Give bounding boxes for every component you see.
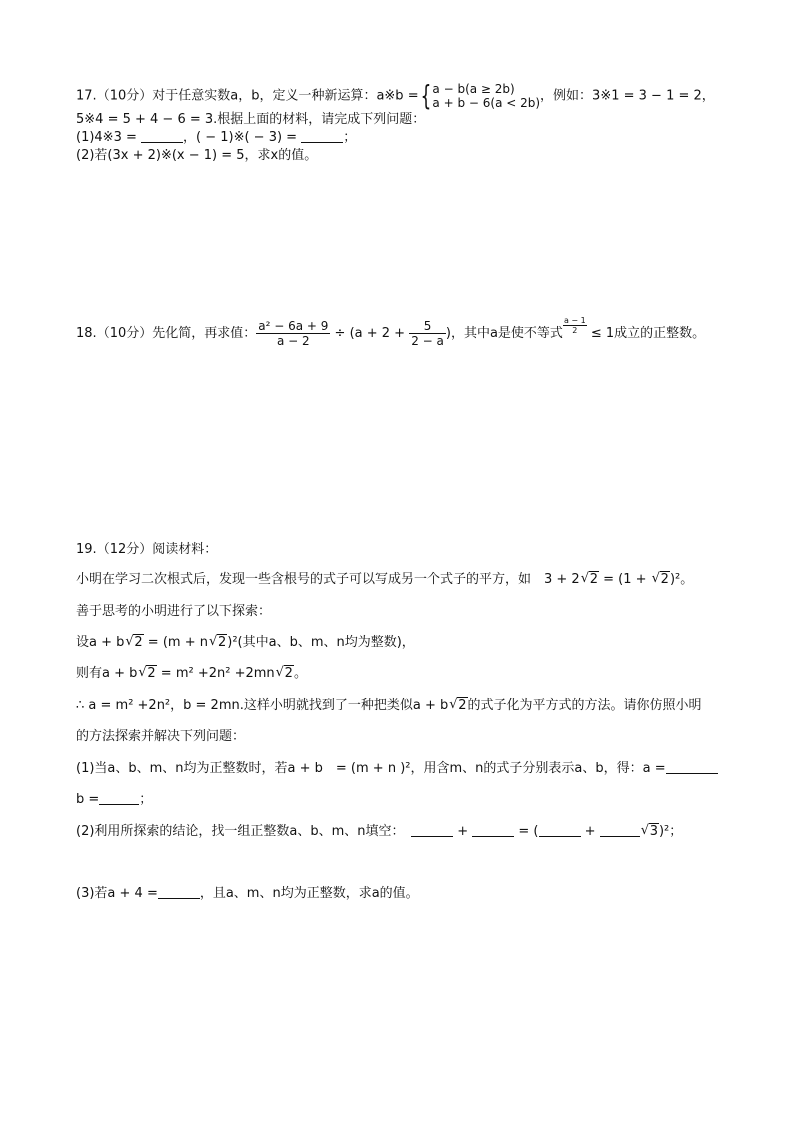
q17-cases — [432, 82, 540, 110]
q18-fraction1-num: a² − 6a + 9 — [258, 319, 329, 333]
sqrt-2-value: 2 — [660, 572, 669, 587]
q18-line — [76, 316, 705, 348]
q19-part2-a: (2)利用所探索的结论，找一组正整数a、b、m、n填空： — [76, 824, 399, 839]
q19-part1-b-line — [76, 792, 152, 808]
q17-line1 — [76, 79, 715, 112]
q17-part1 — [76, 130, 356, 146]
q17-intro: 对于任意实数a，b，定义一种新运算：a※b = — [152, 88, 419, 104]
q19-line3-a: 设a + b — [76, 635, 125, 650]
sqrt-2-symbol — [449, 698, 467, 714]
sqrt-2-symbol — [652, 572, 670, 588]
q19-part2-plus2: + — [584, 824, 596, 839]
q17-line2: 5※4 = 5 + 4 − 6 = 3.根据上面的材料，请完成下列问题： — [76, 112, 426, 127]
q19-line1-b: = (1 + — [598, 572, 647, 587]
sqrt-2-value: 2 — [147, 666, 156, 681]
q18-text2: ÷ (a + 2 + — [334, 326, 406, 341]
q19-title: 阅读材料： — [152, 542, 218, 557]
q19-score: （12分） — [96, 542, 153, 557]
q19-part1-b: b = — [76, 792, 100, 807]
sqrt-3-value: 3 — [649, 824, 658, 839]
q17-case2: a + b − 6(a < 2b) — [432, 96, 541, 110]
sqrt-2-symbol — [581, 572, 599, 588]
sqrt-2-symbol — [209, 635, 227, 651]
sqrt-2-symbol — [125, 635, 143, 651]
q19-line1-c: )²。 — [669, 572, 694, 587]
q19-part1-c: ； — [139, 792, 153, 807]
q19-line2: 善于思考的小明进行了以下探索： — [76, 604, 272, 619]
q19-line5 — [76, 698, 702, 714]
q18-fraction3 — [563, 316, 587, 335]
q18-text3: )，其中a是使不等式 — [445, 326, 563, 341]
sqrt-3-symbol — [641, 824, 659, 840]
q19-line4-b: = m² +2n² +2mn — [156, 666, 275, 681]
q17-part1-a: (1)4※3 = — [76, 130, 137, 145]
q19-blank-g[interactable] — [158, 886, 200, 899]
q19-blank-a[interactable] — [666, 761, 718, 774]
q18-fraction1-den: a − 2 — [276, 334, 310, 348]
q19-line4 — [76, 666, 307, 682]
q18-text1: 先化简，再求值： — [152, 326, 257, 341]
sqrt-2-value: 2 — [458, 698, 467, 713]
q19-part1 — [76, 761, 718, 777]
q18-text4: ≤ 1成立的正整数。 — [590, 326, 706, 341]
q17-blank2[interactable] — [301, 130, 343, 143]
q17-number: 17. — [76, 88, 97, 104]
q19-line3-b: = (m + n — [143, 635, 208, 650]
q19-line1-a: 小明在学习二次根式后，发现一些含根号的式子可以写成另一个式子的平方，如 3 + 2 — [76, 572, 580, 587]
q19-part2-end: )²； — [658, 824, 683, 839]
q18-fraction2-num: 5 — [409, 319, 446, 334]
q17-part1-c: ； — [343, 130, 357, 145]
q17-example: ，例如：3※1 = 3 − 1 = 2， — [540, 88, 715, 104]
q18-fraction3-num: a − 1 — [563, 316, 586, 325]
q19-header — [76, 542, 217, 558]
q19-line3 — [76, 635, 415, 651]
q18-number: 18. — [76, 326, 97, 341]
q19-part2-plus: + — [457, 824, 469, 839]
sqrt-2-value: 2 — [589, 572, 598, 587]
q17-blank1[interactable] — [141, 130, 183, 143]
q19-blank-c[interactable] — [411, 824, 453, 837]
q17-part1-b: ，( − 1)※( − 3) = — [183, 130, 298, 145]
q19-part2 — [76, 824, 682, 840]
q19-part2-eq: = ( — [518, 824, 539, 839]
sqrt-2-value: 2 — [134, 635, 143, 650]
q19-line1 — [76, 572, 693, 588]
q19-part3 — [76, 886, 419, 902]
q18-fraction2 — [409, 319, 446, 348]
q19-part3-b: ，且a、m、n均为正整数，求a的值。 — [199, 886, 419, 901]
q19-line3-c: )²(其中a、b、m、n均为整数)， — [227, 635, 415, 650]
sqrt-2-value: 2 — [284, 666, 293, 681]
q19-line5-a: ∴ a = m² +2n²，b = 2mn.这样小明就找到了一种把类似a + b — [76, 698, 449, 713]
q17-brace: { — [420, 79, 431, 112]
q19-line5-b: 的式子化为平方式的方法。请你仿照小明 — [467, 698, 702, 713]
q19-line4-a: 则有a + b — [76, 666, 138, 681]
q17-part2: (2)若(3x + 2)※(x − 1) = 5，求x的值。 — [76, 148, 318, 163]
q18-fraction1 — [256, 319, 330, 348]
q19-line6: 的方法探索并解决下列问题： — [76, 729, 246, 744]
q19-blank-b[interactable] — [99, 792, 139, 805]
q18-fraction2-den: 2 − a — [411, 334, 444, 348]
q19-line4-c: 。 — [293, 666, 307, 681]
q19-number: 19. — [76, 542, 97, 557]
q18-score: （10分） — [96, 326, 153, 341]
q19-blank-d[interactable] — [472, 824, 514, 837]
q17-score: （10分） — [96, 88, 153, 104]
sqrt-2-symbol — [138, 666, 156, 682]
sqrt-2-value: 2 — [217, 635, 227, 650]
q19-part3-a: (3)若a + 4 = — [76, 886, 158, 901]
q19-part1-a: (1)当a、b、m、n均为正整数时，若a + b = (m + n )²，用含m、n的式子分别表示a、b，得：a = — [76, 761, 666, 776]
q17-case1: a − b(a ≥ 2b) — [432, 82, 515, 96]
sqrt-2-symbol — [276, 666, 294, 682]
q19-blank-e[interactable] — [539, 824, 581, 837]
q19-blank-f[interactable] — [600, 824, 640, 837]
q18-fraction3-den: 2 — [572, 326, 578, 335]
